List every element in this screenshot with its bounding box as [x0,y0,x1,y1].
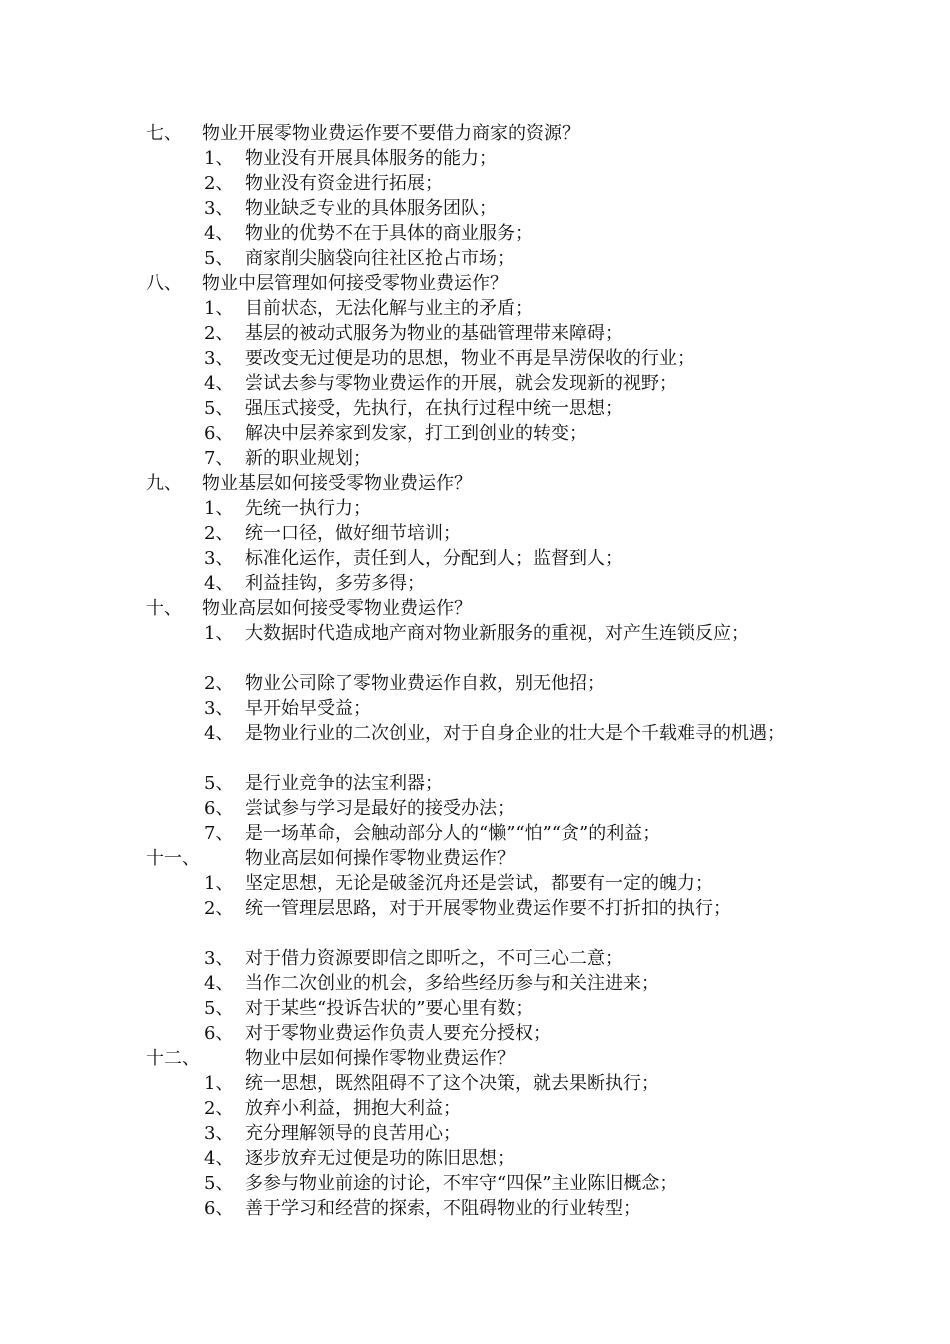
list-item-text: 当作二次创业的机会，多给些经历参与和关注进来； [245,973,659,994]
list-item [0,446,950,471]
section-title: 物业开展零物业费运作要不要借力商家的资源？ [202,123,580,144]
section-heading [0,846,950,871]
list-item [0,296,950,321]
list-item-text: 统一管理层思路，对于开展零物业费运作要不打折扣的执行； [245,898,731,919]
list-item-number: 5、 [204,998,234,1019]
section-title: 物业高层如何接受零物业费运作？ [202,598,472,619]
list-item-text: 新的职业规划； [245,448,371,469]
list-item-number: 1、 [204,148,234,169]
list-item [0,971,950,996]
list-item-number: 3、 [204,198,234,219]
list-item [0,496,950,521]
list-item [0,146,950,171]
list-item-number: 2、 [204,523,234,544]
list-item-text: 强压式接受，先执行，在执行过程中统一思想； [245,398,623,419]
list-item-text: 对于零物业费运作负责人要充分授权； [245,1023,551,1044]
list-item-number: 2、 [204,673,234,694]
list-item-text: 放弃小利益，拥抱大利益； [245,1098,461,1119]
section-number: 十二、 [146,1048,200,1069]
list-item-number: 5、 [204,248,234,269]
list-item-number: 4、 [204,223,234,244]
list-item-number: 4、 [204,573,234,594]
list-item-number: 5、 [204,1173,234,1194]
list-item-number: 3、 [204,1123,234,1144]
list-item-text: 善于学习和经营的探索，不阻碍物业的行业转型； [245,1198,641,1219]
list-item-text: 是一场革命，会触动部分人的“懒”“怕”“贪”的利益； [245,823,661,844]
list-item [0,1096,950,1121]
list-item [0,871,950,896]
list-item-number: 1、 [204,623,234,644]
section-number: 七、 [146,123,182,144]
list-item-number: 7、 [204,448,234,469]
list-item [0,321,950,346]
list-item [0,1146,950,1171]
list-item [0,721,950,771]
list-item [0,521,950,546]
list-item-text: 尝试去参与零物业费运作的开展，就会发现新的视野； [245,373,677,394]
list-item [0,771,950,796]
list-item-number: 6、 [204,1198,234,1219]
list-item-text: 物业没有资金进行拓展； [245,173,443,194]
list-item-number: 6、 [204,423,234,444]
list-item-number: 3、 [204,548,234,569]
list-item-number: 2、 [204,1098,234,1119]
list-item [0,571,950,596]
list-item [0,796,950,821]
list-item-text: 解决中层养家到发家，打工到创业的转变； [245,423,587,444]
list-item [0,696,950,721]
section-number: 十、 [146,598,182,619]
list-item-text: 物业公司除了零物业费运作自救，别无他招； [245,673,605,694]
list-item [0,171,950,196]
list-item-number: 4、 [204,973,234,994]
list-item-text: 早开始早受益； [245,698,371,719]
list-item-text: 对于借力资源要即信之即听之，不可三心二意； [245,948,623,969]
list-item [0,196,950,221]
section-title: 物业高层如何操作零物业费运作？ [245,848,515,869]
section-heading [0,471,950,496]
list-item [0,1021,950,1046]
list-item-number: 4、 [204,373,234,394]
section-heading [0,596,950,621]
list-item [0,1121,950,1146]
list-item [0,421,950,446]
list-item-text: 逐步放弃无过便是功的陈旧思想； [245,1148,515,1169]
list-item [0,896,950,946]
list-item [0,246,950,271]
list-item [0,221,950,246]
list-item-text: 物业缺乏专业的具体服务团队； [245,198,497,219]
list-item-text: 是行业竞争的法宝利器； [245,773,443,794]
list-item-number: 2、 [204,898,234,919]
list-item-number: 4、 [204,723,234,744]
list-item-text: 大数据时代造成地产商对物业新服务的重视，对产生连锁反应； [245,623,749,644]
list-item-text: 充分理解领导的良苦用心； [245,1123,461,1144]
section-heading [0,1046,950,1071]
list-item-text: 标准化运作，责任到人，分配到人；监督到人； [245,548,623,569]
list-item-text: 多参与物业前途的讨论，不牢守“四保”主业陈旧概念； [245,1173,678,1194]
section-number: 十一、 [146,848,200,869]
list-item-text: 物业没有开展具体服务的能力； [245,148,497,169]
list-item [0,1196,950,1221]
list-item-number: 1、 [204,1073,234,1094]
list-item-text: 先统一执行力； [245,498,371,519]
list-item [0,946,950,971]
list-item-text: 是物业行业的二次创业，对于自身企业的壮大是个千载难寻的机遇； [245,723,785,744]
list-item-number: 1、 [204,498,234,519]
list-item [0,546,950,571]
list-item-number: 1、 [204,298,234,319]
list-item-text: 坚定思想，无论是破釜沉舟还是尝试，都要有一定的魄力； [245,873,713,894]
list-item-number: 2、 [204,323,234,344]
section-heading [0,271,950,296]
list-item-text: 目前状态，无法化解与业主的矛盾； [245,298,533,319]
list-item [0,371,950,396]
list-item-text: 要改变无过便是功的思想，物业不再是旱涝保收的行业； [245,348,695,369]
list-item [0,996,950,1021]
outline-list [0,121,950,1221]
list-item [0,1171,950,1196]
list-item-number: 3、 [204,698,234,719]
list-item-text: 利益挂钩，多劳多得； [245,573,425,594]
list-item-text: 物业的优势不在于具体的商业服务； [245,223,533,244]
list-item-number: 3、 [204,948,234,969]
list-item [0,621,950,671]
list-item-number: 1、 [204,873,234,894]
list-item [0,1071,950,1096]
list-item-number: 6、 [204,1023,234,1044]
section-heading [0,121,950,146]
list-item-number: 3、 [204,348,234,369]
list-item-number: 4、 [204,1148,234,1169]
list-item-number: 2、 [204,173,234,194]
list-item-number: 6、 [204,798,234,819]
list-item-text: 统一思想，既然阻碍不了这个决策，就去果断执行； [245,1073,659,1094]
list-item-text: 尝试参与学习是最好的接受办法； [245,798,515,819]
list-item-text: 商家削尖脑袋向往社区抢占市场； [245,248,515,269]
section-title: 物业基层如何接受零物业费运作？ [202,473,472,494]
list-item-number: 5、 [204,398,234,419]
list-item [0,346,950,371]
section-title: 物业中层管理如何接受零物业费运作？ [202,273,508,294]
list-item-number: 7、 [204,823,234,844]
list-item-text: 对于某些“投诉告状的”要心里有数； [245,998,534,1019]
list-item-text: 基层的被动式服务为物业的基础管理带来障碍； [245,323,623,344]
section-number: 九、 [146,473,182,494]
list-item-number: 5、 [204,773,234,794]
section-number: 八、 [146,273,182,294]
section-title: 物业中层如何操作零物业费运作？ [245,1048,515,1069]
list-item [0,821,950,846]
list-item-text: 统一口径，做好细节培训； [245,523,461,544]
list-item [0,396,950,421]
list-item [0,671,950,696]
